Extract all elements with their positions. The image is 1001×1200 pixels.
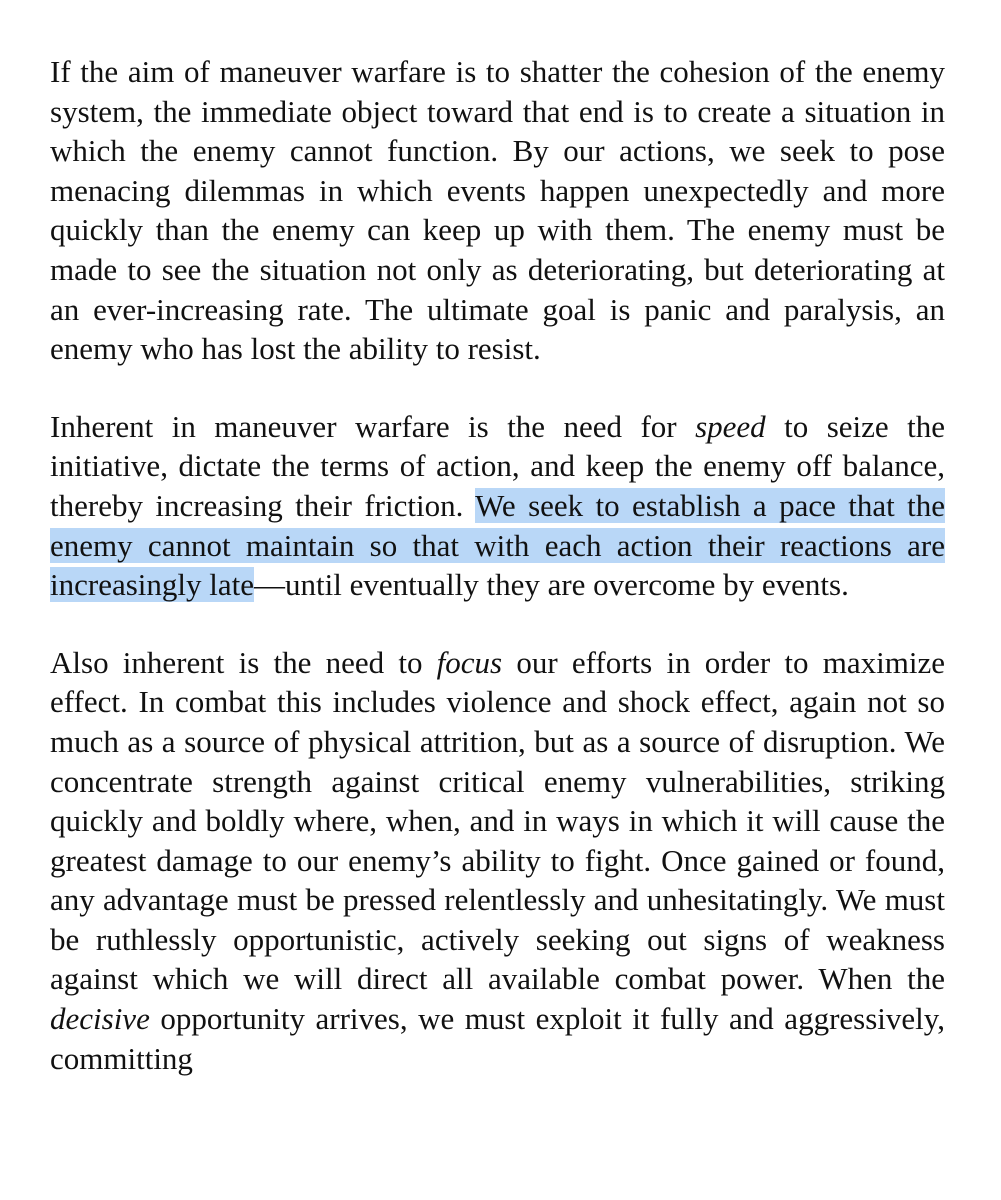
paragraph-2-text-end: —until eventually they are overcome by events.	[254, 567, 849, 603]
paragraph-3	[50, 643, 945, 1079]
paragraph-1-text: If the aim of maneuver warfare is to shatter the cohesion of the enemy system, the immediate object toward that end is to create a situation in which the enemy cannot function. By our actions, we seek to pose menacing dilemmas in which events happen unexpectedly and more quickly than the enemy can keep up with them. The enemy must be made to see the situation not only as deteriorating, but deteriorating at an ever-increasing rate. The ultimate goal is panic and paralysis, an enemy who has lost the ability to resist.	[50, 54, 945, 367]
paragraph-2	[50, 407, 945, 605]
paragraph-3-text-end: opportunity arrives, we must exploit it fully and aggressively, committing	[50, 1001, 945, 1076]
paragraph-3-text-start: Also inherent is the need to	[50, 644, 437, 680]
paragraph-2-text-middle: to seize the initiative, dictate the terms of action, and keep the enemy off balance, thereby increasing their friction.	[50, 408, 945, 523]
highlighted-text-selection[interactable]: We seek to establish a pace that the enemy cannot maintain so that with each action their reactions are increasingly late	[50, 487, 945, 603]
paragraph-3-text-middle: our efforts in order to maximize effect. In combat this includes violence and shock effect, again not so much as a source of physical attrition, but as a source of disruption. We concentrate strength against critical enemy vulnerabilities, striking quickly and boldly where, when, and in ways in which it will cause the greatest damage to our enemy’s ability to fight. Once gained or found, any advantage must be pressed relentlessly and unhesitatingly. We must be ruthlessly opportunistic, actively seeking out signs of weakness against which we will direct all available combat power. When the	[50, 644, 945, 997]
paragraph-2-text-start: Inherent in maneuver warfare is the need for	[50, 408, 696, 444]
paragraph-1	[50, 52, 945, 369]
emphasis-focus: focus	[436, 644, 503, 680]
emphasis-speed: speed	[695, 408, 766, 444]
emphasis-decisive: decisive	[50, 1001, 150, 1037]
